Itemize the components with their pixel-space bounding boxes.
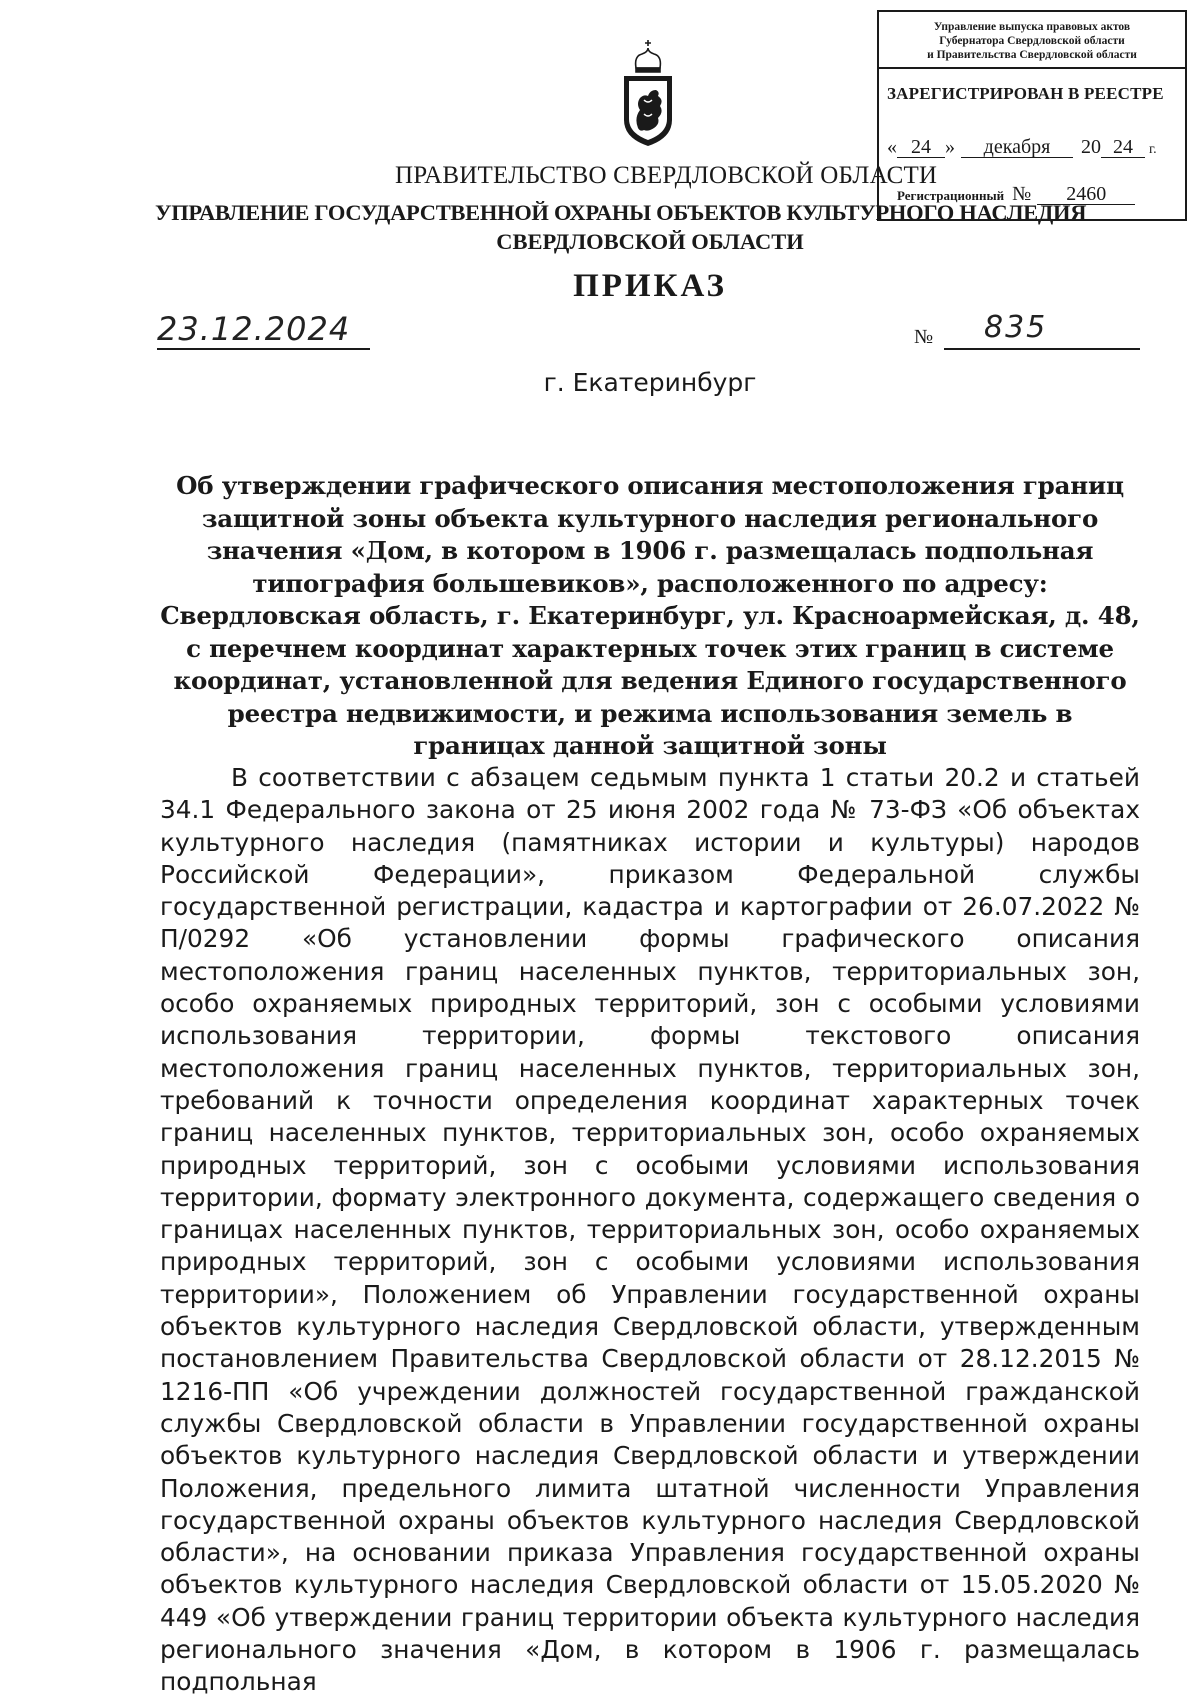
stamp-number-label: Регистрационный (897, 188, 1005, 203)
number-underline (944, 348, 1140, 350)
stamp-date-month: декабря (961, 137, 1073, 158)
stamp-date-year: 24 (1101, 137, 1145, 158)
stamp-header (879, 12, 1185, 69)
department-name-line1: УПРАВЛЕНИЕ ГОСУДАРСТВЕННОЙ ОХРАНЫ ОБЪЕКТОВ КУЛЬТУРНОГО НАСЛЕДИЯ (155, 200, 1087, 225)
document-type: ПРИКАЗ (573, 268, 727, 304)
stamp-header-line: и Правительства Свердловской области (927, 49, 1137, 61)
stamp-date-year-prefix: 20 (1081, 136, 1101, 158)
order-date: 23.12.2024 (157, 310, 351, 348)
document-body-paragraph: В соответствии с абзацем седьмым пункта 1 статьи 20.2 и статьей 34.1 Федерального закона от 25 июня 2002 года № 73-ФЗ «Об объектах культурного наследия (памятниках истории и культуры) народов Российской Федерации», приказом Федеральной службы государственной регистрации, кадастра и картографии от 26.07.2022 № П/0292 «Об установлении формы графического описания местоположения границ населенных пунктов, территориальных зон, особо охраняемых природных территорий, зон с особыми условиями использования территории, формы текстового описания местоположения границ населенных пунктов, территориальных зон, требований к точности определения координат характерных точек границ населенных пунктов, территориальных зон, особо охраняемых природных территорий, зон с особыми условиями использования территории, формату электронного документа, содержащего сведения о границах населенных пунктов, территориальных зон, особо охраняемых природных территорий, зон с особыми условиями использования территории», Положением об Управлении государственной охраны объектов культурного наследия Свердловской области, утвержденным постановлением Правительства Свердловской области от 28.12.2015 № 1216-ПП «Об учреждении должностей государственной гражданской службы Свердловской области в Управлении государственной охраны объектов культурного наследия Свердловской области и утверждении Положения, предельного лимита штатной численности Управления государственной охраны объектов культурного наследия Свердловской области», на основании приказа Управления государственной охраны объектов культурного наследия Свердловской области от 15.05.2020 № 449 «Об утверждении границ территории объекта культурного наследия регионального значения «Дом, в котором в 1906 г. размещалась подпольная (160, 763, 1140, 1697)
order-number-sign: № (914, 326, 934, 348)
department-name-line2: СВЕРДЛОВСКОЙ ОБЛАСТИ (496, 229, 804, 254)
stamp-date-unit: г. (1149, 142, 1157, 157)
stamp-date-day: 24 (897, 137, 945, 158)
coat-of-arms-emblem (618, 38, 678, 150)
government-name: ПРАВИТЕЛЬСТВО СВЕРДЛОВСКОЙ ОБЛАСТИ (395, 162, 938, 189)
city: г. Екатеринбург (543, 368, 757, 397)
date-underline (157, 348, 370, 350)
stamp-header-line: Губернатора Свердловской области (939, 35, 1125, 47)
stamp-date: « 24 » декабря 20 24 г. (887, 136, 1157, 158)
stamp-registered-label: ЗАРЕГИСТРИРОВАН В РЕЕСТРЕ (887, 84, 1164, 103)
stamp-number-value: 2460 (1037, 184, 1135, 205)
document-title: Об утверждении графического описания местоположения границ защитной зоны объекта культурного наследия регионального значения «Дом, в котором в 1906 г. размещалась подпольная типография большевиков», расположенного по адресу: Свердловская область, г. Екатеринбург, ул. Красноармейская, д. 48, с перечнем координат характерных точек этих границ в системе координат, установленной для ведения Единого государственного реестра недвижимости, и режима использования земель в границах данной защитной зоны (160, 471, 1140, 760)
order-number: 835 (984, 310, 1048, 345)
stamp-number-sign: № (1012, 183, 1032, 205)
stamp-header-line: Управление выпуска правовых актов (933, 21, 1131, 33)
